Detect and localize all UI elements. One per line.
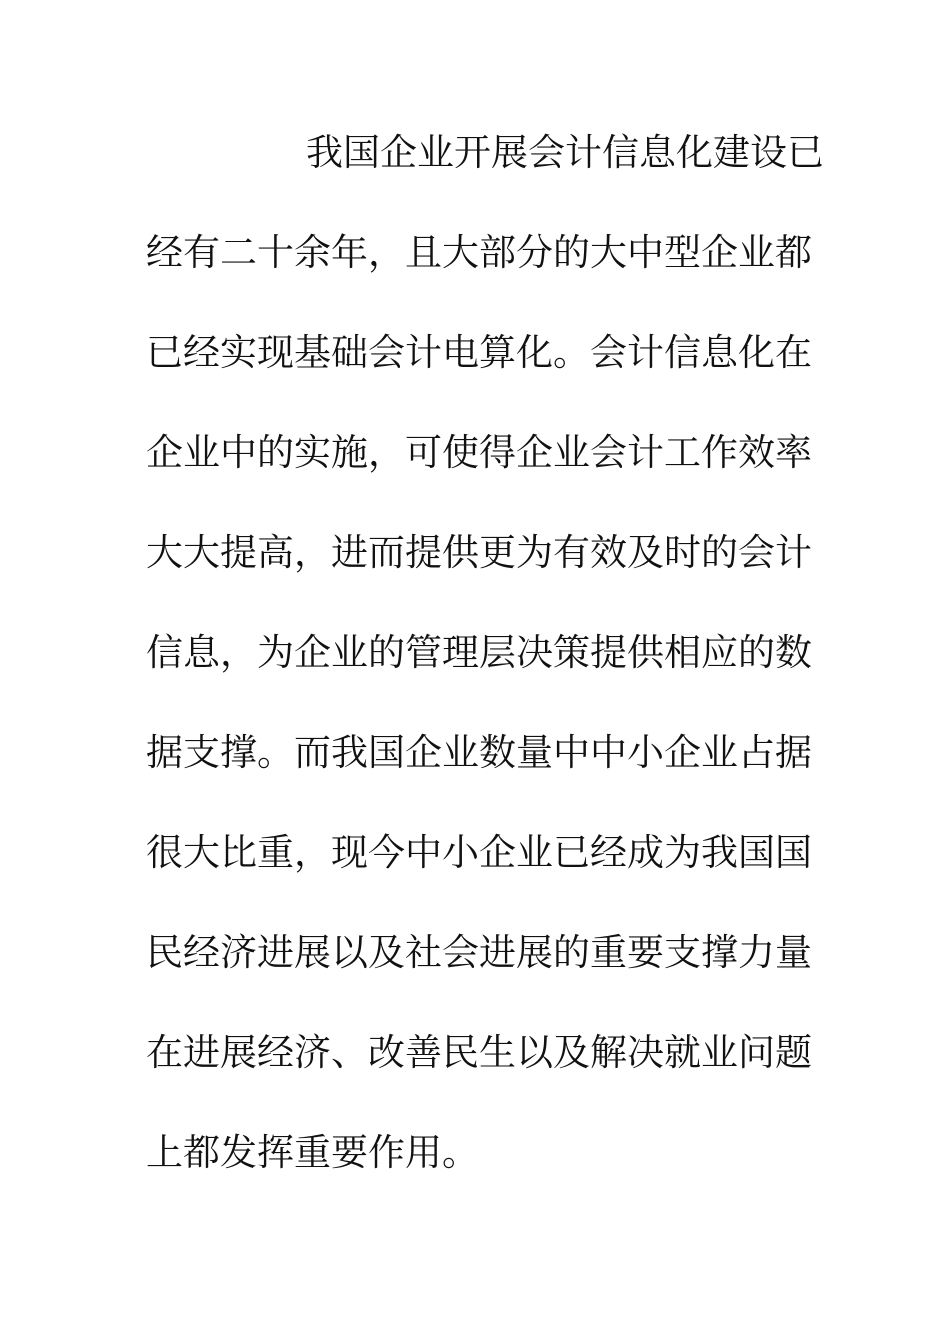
paragraph-line: 我国企业开展会计信息化建设已 bbox=[306, 131, 824, 174]
paragraph-line: 信息，为企业的管理层决策提供相应的数 bbox=[146, 631, 812, 674]
paragraph-line: 企业中的实施，可使得企业会计工作效率 bbox=[146, 431, 812, 474]
paragraph-line: 民经济进展以及社会进展的重要支撑力量 bbox=[146, 931, 812, 974]
paragraph-line: 经有二十余年，且大部分的大中型企业都 bbox=[146, 231, 812, 274]
body-paragraph bbox=[146, 123, 824, 1223]
paragraph-line: 据支撑。而我国企业数量中中小企业占据 bbox=[146, 731, 812, 774]
paragraph-line: 大大提高，进而提供更为有效及时的会计 bbox=[146, 531, 812, 574]
paragraph-line: 在进展经济、改善民生以及解决就业问题 bbox=[146, 1031, 812, 1074]
paragraph-line: 已经实现基础会计电算化。会计信息化在 bbox=[146, 331, 812, 374]
paragraph-line: 上都发挥重要作用。 bbox=[146, 1131, 479, 1174]
paragraph-line: 很大比重，现今中小企业已经成为我国国 bbox=[146, 831, 812, 874]
